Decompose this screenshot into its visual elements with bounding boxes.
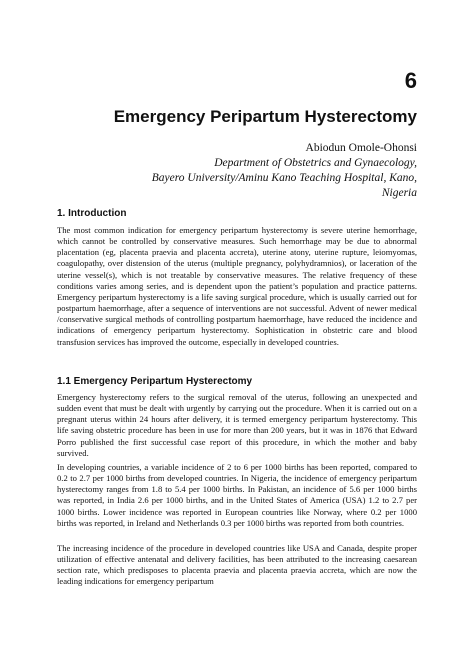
body-paragraph: In developing countries, a variable incidence of 2 to 6 per 1000 births has been reported, compared to 0.2 to 2.7 per 1000 births from developed countries. In Nigeria, the incidence of emergency peripartum hysterectomy ranges from 1.8 to 5.4 per 1000 births. In Pakistan, an incidence of 5.6 per 1000 births was reported, in India 2.6 per 1000 births, and in the United States of America (USA) 1.2 to 2.7 per 1000 births. Lower incidence was reported in European countries like Norway, where 0.2 per 1000 births was reported, in Ireland and Netherlands 0.3 per 1000 births was reported from both countries. — [57, 462, 417, 528]
section-heading-emergency-peripartum-hysterectomy: 1.1 Emergency Peripartum Hysterectomy — [57, 376, 253, 387]
affiliation-line: Nigeria — [381, 187, 417, 199]
chapter-number: 6 — [404, 68, 417, 93]
author-name: Abiodun Omole-Ohonsi — [305, 142, 417, 154]
body-paragraph: The most common indication for emergency peripartum hysterectomy is severe uterine hemorrhage, which cannot be controlled by conservative measures. Such hemorrhage may be due to abnormal placentation (eg, placenta praevia and placenta accreta), uterine atony, uterine rupture, leiomyomas, coagulopathy, over distension of the uterus (multiple pregnancy, polyhydramnios), or laceration of the uterine vessel(s), which is not treatable by conservative measures. The relative frequency of these conditions varies among series, and is dependent upon the patient’s population and practice patterns. Emergency peripartum hysterectomy is a life saving surgical procedure, which is usually carried out for postpartum haemorrhage, after a sequence of interventions are not successful. Advent of newer medical /conservative surgical methods of controlling postpartum haemorrhage, have reduced the incidence and indications of emergency peripartum hysterectomy. Sophistication in obstetric care and blood transfusion services has improved the outcome, especially in developed countries. — [57, 225, 417, 347]
body-paragraph: The increasing incidence of the procedure in developed countries like USA and Canada, despite proper utilization of effective antenatal and delivery facilities, has been attributed to the increasing caesarean section rate, which predisposes to placenta praevia and placenta praevia accreta, which are now the leading indications for emergency peripartum — [57, 543, 417, 587]
section-heading-introduction: 1. Introduction — [57, 208, 127, 219]
chapter-title: Emergency Peripartum Hysterectomy — [113, 107, 417, 126]
affiliation-line: Department of Obstetrics and Gynaecology, — [214, 157, 417, 169]
affiliation-line: Bayero University/Aminu Kano Teaching Hospital, Kano, — [151, 172, 417, 184]
body-paragraph: Emergency hysterectomy refers to the surgical removal of the uterus, following an unexpected and sudden event that must be dealt with urgently by carrying out the procedure. When it is carried out on a pregnant uterus within 24 hours after delivery, it is termed emergency peripartum hysterectomy. This life saving obstetric procedure has been in use for more than 200 years, but it was in 1876 that Edward Porro published the first successful case report of this procedure, in which the mother and baby survived. — [57, 392, 417, 458]
author-block — [152, 141, 417, 201]
